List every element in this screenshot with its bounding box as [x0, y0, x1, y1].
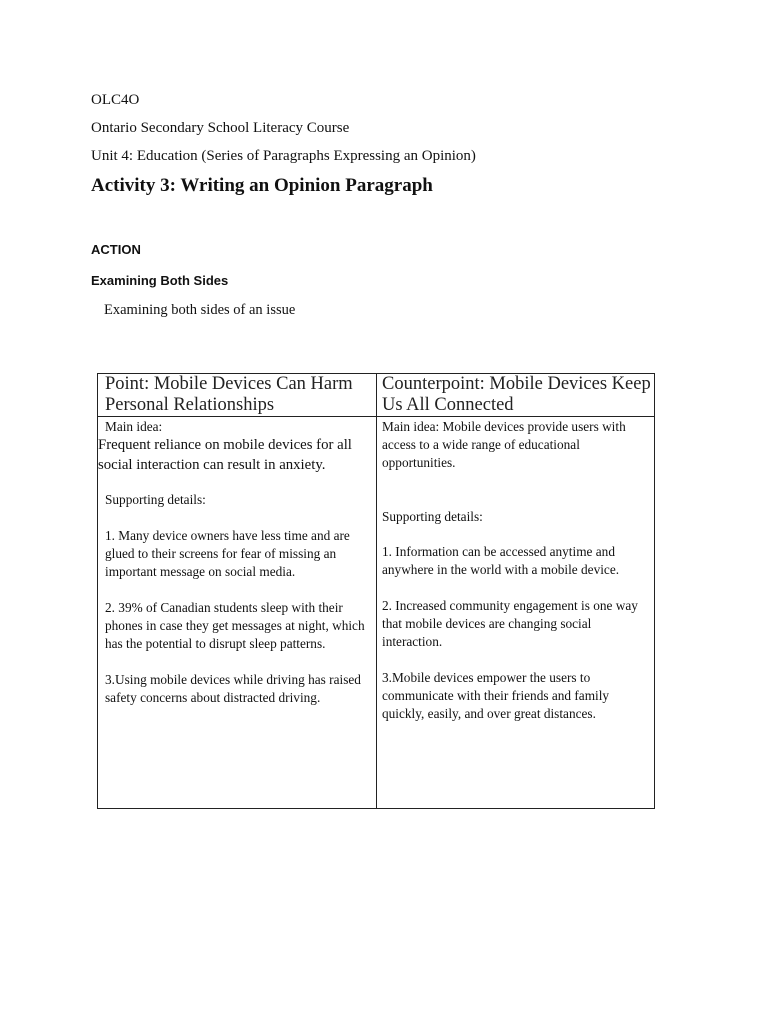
point-cell	[98, 418, 376, 707]
point-detail-1: 1. Many device owners have less time and are glued to their screens for fear of missing an important message on social media.	[105, 528, 350, 579]
unit-title: Unit 4: Education (Series of Paragraphs Expressing an Opinion)	[91, 148, 476, 164]
counterpoint-detail-2: 2. Increased community engagement is one way that mobile devices are changing social interaction.	[382, 598, 638, 649]
point-supporting-label: Supporting details:	[105, 492, 206, 507]
section-heading: Examining Both Sides	[91, 273, 229, 288]
point-main-idea-label: Main idea:	[105, 419, 163, 434]
counterpoint-detail-3: 3.Mobile devices empower the users to communicate with their friends and family quickly, easily, and over great distances.	[382, 670, 610, 721]
counterpoint-main-idea: Main idea: Mobile devices provide users with access to a wide range of educational opportunities.	[382, 419, 626, 470]
counterpoint-heading: Counterpoint: Mobile Devices Keep Us All Connected	[382, 374, 651, 415]
counterpoint-supporting-label: Supporting details:	[382, 509, 483, 524]
counterpoint-detail-1: 1. Information can be accessed anytime and anywhere in the world with a mobile device.	[382, 544, 620, 577]
course-code: OLC4O	[91, 92, 140, 108]
action-heading: ACTION	[91, 242, 141, 257]
course-name: Ontario Secondary School Literacy Course	[91, 120, 350, 136]
column-divider	[376, 374, 377, 808]
point-detail-3: 3.Using mobile devices while driving has raised safety concerns about distracted driving.	[105, 672, 361, 705]
point-heading: Point: Mobile Devices Can Harm Personal Relationships	[105, 374, 353, 415]
point-main-idea: Frequent reliance on mobile devices for all social interaction can result in anxiety.	[98, 437, 352, 473]
activity-title: Activity 3: Writing an Opinion Paragraph	[91, 175, 433, 196]
comparison-table	[97, 373, 655, 809]
intro-text: Examining both sides of an issue	[104, 302, 296, 318]
header-divider	[98, 416, 654, 417]
point-detail-2: 2. 39% of Canadian students sleep with their phones in case they get messages at night, which has the potential to disrupt sleep patterns.	[105, 600, 365, 651]
counterpoint-cell	[382, 418, 650, 723]
